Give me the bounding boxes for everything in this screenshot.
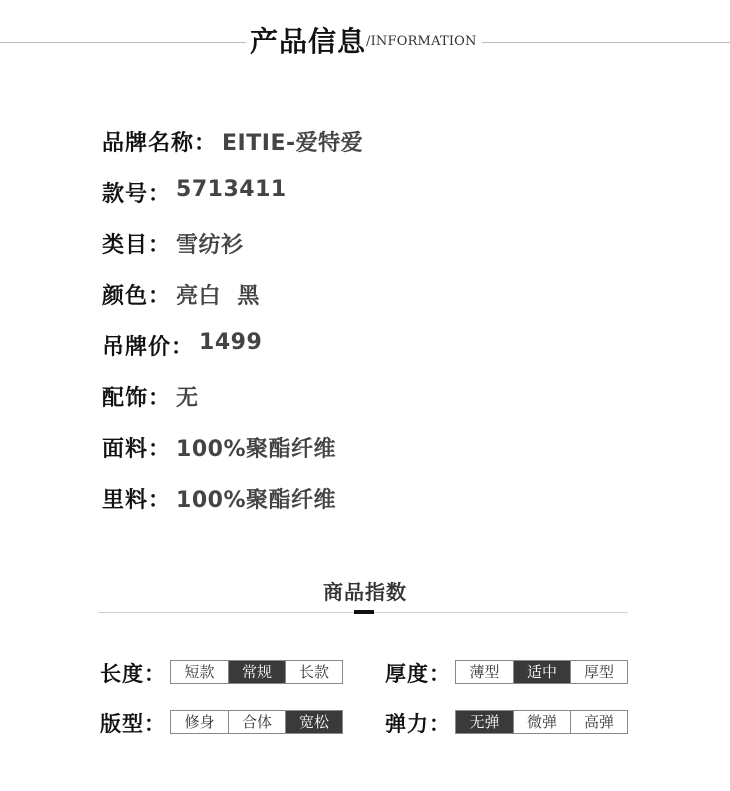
header-divider-left bbox=[0, 42, 246, 43]
option-medium[interactable]: 适中 bbox=[513, 661, 570, 683]
info-colon: ： bbox=[148, 182, 171, 207]
info-row-brand bbox=[102, 126, 363, 177]
info-value: EITIE-爱特爱 bbox=[222, 131, 364, 156]
info-row-accessories bbox=[102, 381, 363, 432]
info-value: 无 bbox=[176, 386, 199, 411]
index-section-title: 商品指数 bbox=[323, 580, 407, 604]
info-label: 配饰 bbox=[102, 386, 149, 411]
option-slim[interactable]: 修身 bbox=[171, 711, 228, 733]
option-high-stretch[interactable]: 高弹 bbox=[570, 711, 627, 733]
index-options-thickness bbox=[455, 660, 628, 684]
page-title: 产品信息 bbox=[250, 25, 367, 58]
info-colon: ： bbox=[148, 437, 171, 462]
info-value: 亮白 黑 bbox=[176, 284, 260, 309]
info-row-style-number bbox=[102, 177, 363, 228]
option-short[interactable]: 短款 bbox=[171, 661, 228, 683]
info-row-fabric bbox=[102, 432, 363, 483]
info-value: 100%聚酯纤维 bbox=[176, 488, 336, 513]
index-label-elasticity: 弹力： bbox=[385, 712, 451, 736]
info-value: 100%聚酯纤维 bbox=[176, 437, 336, 462]
info-value: 1499 bbox=[199, 330, 263, 355]
info-colon: ： bbox=[194, 131, 217, 156]
option-fitted[interactable]: 合体 bbox=[228, 711, 285, 733]
header-divider-right bbox=[482, 42, 730, 43]
info-row-color bbox=[102, 279, 363, 330]
info-label: 面料 bbox=[102, 437, 149, 462]
info-colon: ： bbox=[148, 233, 171, 258]
info-row-lining bbox=[102, 483, 363, 534]
product-info-list bbox=[102, 126, 363, 534]
info-colon: ： bbox=[148, 386, 171, 411]
index-options-elasticity bbox=[455, 710, 628, 734]
info-label: 里料 bbox=[102, 488, 149, 513]
info-row-category bbox=[102, 228, 363, 279]
option-long[interactable]: 长款 bbox=[285, 661, 342, 683]
index-label-fit: 版型： bbox=[100, 712, 166, 736]
index-label-thickness: 厚度： bbox=[385, 662, 451, 686]
info-label: 吊牌价 bbox=[102, 335, 172, 360]
info-value: 5713411 bbox=[176, 177, 287, 202]
option-regular[interactable]: 常规 bbox=[228, 661, 285, 683]
info-label: 类目 bbox=[102, 233, 149, 258]
info-colon: ： bbox=[148, 488, 171, 513]
index-options-fit bbox=[170, 710, 343, 734]
option-no-stretch[interactable]: 无弹 bbox=[456, 711, 513, 733]
index-section-marker bbox=[354, 610, 374, 614]
info-value: 雪纺衫 bbox=[176, 233, 244, 258]
option-thin[interactable]: 薄型 bbox=[456, 661, 513, 683]
index-label-length: 长度： bbox=[100, 662, 166, 686]
page-subtitle: /INFORMATION bbox=[366, 34, 477, 49]
info-row-tag-price bbox=[102, 330, 363, 381]
index-options-length bbox=[170, 660, 343, 684]
info-label: 款号 bbox=[102, 182, 149, 207]
info-label: 品牌名称 bbox=[102, 131, 195, 156]
info-colon: ： bbox=[171, 335, 194, 360]
info-label: 颜色 bbox=[102, 284, 149, 309]
option-slight-stretch[interactable]: 微弹 bbox=[513, 711, 570, 733]
option-loose[interactable]: 宽松 bbox=[285, 711, 342, 733]
option-thick[interactable]: 厚型 bbox=[570, 661, 627, 683]
info-colon: ： bbox=[148, 284, 171, 309]
